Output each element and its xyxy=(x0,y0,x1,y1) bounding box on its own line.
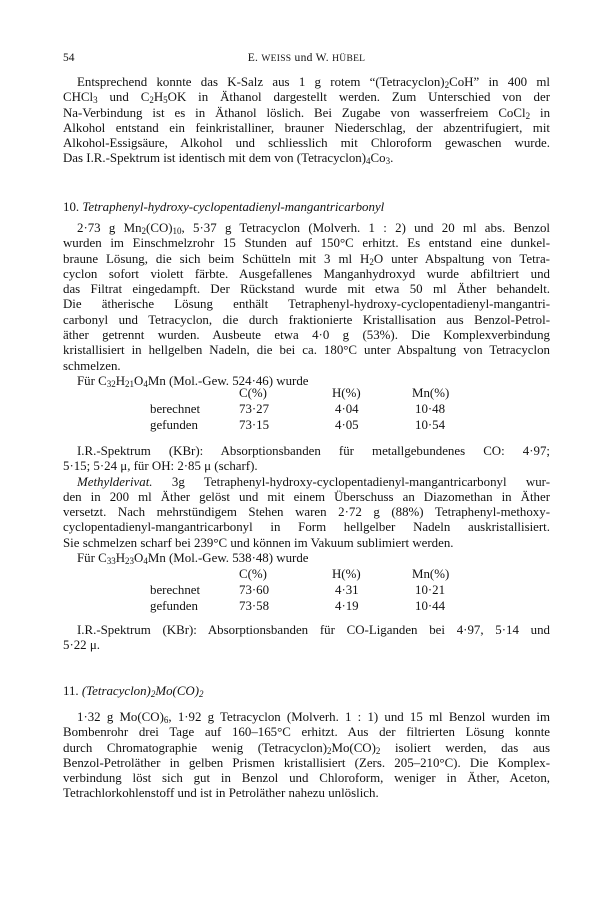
row-label: berechnet xyxy=(150,402,201,416)
row-label: gefunden xyxy=(150,599,198,613)
table-cell: 73·15 xyxy=(239,418,270,432)
page-number: 54 xyxy=(63,52,75,64)
table-cell: 4·19 xyxy=(335,599,359,613)
section-11-body: 1·32 g $Mo(CO)_6$, 1·92 g Tetracyclon (Molverh. 1 : 1) und 15 ml Benzol wurden im Bombenrohr drei Tage auf 160–165°C erhitzt. Aus der filtrierten Lösung konnte durch Chromatographie wenig $(Tetracyclon)_2Mo(CO)_2$ isoliert werden, das aus Benzol-Petroläther in gelben Prismen kristallisiert (Zers. 205–210°C). Die Komplex- verbindung löst sich gut in Benzol und Chloroform, weniger in Äther, Aceton, Tetrachlorkohlenstoff und ist in Petroläther nahezu unlöslich. xyxy=(63,710,551,801)
table-cell: 4·31 xyxy=(335,583,359,597)
table-cell: 10·21 xyxy=(415,583,446,597)
table-cell: 10·44 xyxy=(415,599,446,613)
methyl-derivative-label: Methylderivat. xyxy=(77,474,153,489)
column-header: C(%) xyxy=(239,567,267,581)
column-header: Mn(%) xyxy=(412,567,450,581)
table-cell: 4·04 xyxy=(335,402,359,416)
column-header: Mn(%) xyxy=(412,386,450,400)
table-cell: 73·27 xyxy=(239,402,270,416)
table-cell: 73·60 xyxy=(239,583,270,597)
section-11-heading: 11. $(Tetracyclon)_2Mo(CO)_2$ xyxy=(63,684,204,699)
analysis-table-2 xyxy=(63,567,550,615)
table-cell: 10·54 xyxy=(415,418,446,432)
ir-spectrum-1: I.R.-Spektrum (KBr): Absorptionsbanden für metallgebundenes CO: 4·97; 5·15; 5·24 μ, für OH: 2·85 μ (scharf). Methylderivat. 3g Tetraphenyl-hydroxy-cyclopentadienyl-mangantricarbonyl wur- den in 200 ml Äther gelöst und mit einem Überschuss an Diazomethan in Äther versetzt. Nach mehrstündigem Stehen waren 2·72 g (88%) Tetraphenyl-methoxy- cyclopentadienyl-mangantricarbonyl in Form hellgelber Nadeln auskristallisiert. Sie schmelzen scharf bei 239°C und können im Vakuum sublimiert werden. Für $C_{33}H_{23}O_4Mn$ (Mol.-Gew. 538·48) wurde xyxy=(63,444,550,567)
page-header xyxy=(63,52,550,68)
running-head: E. WEISS und W. HÜBEL xyxy=(247,52,366,64)
column-header: H(%) xyxy=(332,386,361,400)
paragraph-k-salt: Entsprechend konnte das K-Salz aus 1 g rotem “$(Tetracyclon)_2CoH$” in 400 ml CHCl$_3$ und $C_2H_5OK$ in Äthanol dargestellt werden. Zum Unterschied von der Na-Verbindung ist es in Äthanol löslich. Bei Zugabe von wasserfreiem CoCl$_2$ in Alkohol entstand ein feinkristalliner, brauner Niederschlag, der abzentrifugiert, mit Alkohol-Essigsäure, Alkohol und schliesslich mit Chloroform gewaschen wurde. Das I.R.-Spektrum ist identisch mit dem von $(Tetracyclon)_4Co_3$. xyxy=(63,75,551,167)
row-label: gefunden xyxy=(150,418,198,432)
section-10-body: 2·73 g $Mn_2(CO)_{10}$, 5·37 g Tetracyclon (Molverh. 1 : 2) und 20 ml abs. Benzol wurden im Einschmelzrohr 15 Stunden auf 150°C erhitzt. Es entstand eine dunkel- braune Lösung, die sich beim Schütteln mit 3 ml $H_2O$ unter Abspaltung von Tetra- cyclon sofort violett färbte. Ausgefallenes Manganhydroxyd wurde abfiltriert und das Filtrat eingedampft. Der Rückstand wurde mit etwa 50 ml Äther behandelt. Die ätherische Lösung enthält Tetraphenyl-hydroxy-cyclopentadienyl-mangantri- carbonyl und Tetracyclon, die durch fraktionierte Kristallisation aus Benzol-Petrol- äther getrennt wurden. Ausbeute etwa 4·0 g (53%). Die Komplexverbindung kristallisiert in hellgelben Nadeln, die bei ca. 180°C unter Abspaltung von Tetracyclon schmelzen. Für $C_{32}H_{21}O_4Mn$ (Mol.-Gew. 524·46) wurde xyxy=(63,221,550,389)
ir-spectrum-2: I.R.-Spektrum (KBr): Absorptionsbanden für CO-Liganden bei 4·97, 5·14 und 5·22 μ. xyxy=(63,623,550,653)
column-header: C(%) xyxy=(239,386,267,400)
analysis-table-1 xyxy=(63,386,550,434)
row-label: berechnet xyxy=(150,583,201,597)
column-header: H(%) xyxy=(332,567,361,581)
table-cell: 4·05 xyxy=(335,418,359,432)
table-cell: 73·58 xyxy=(239,599,270,613)
table-cell: 10·48 xyxy=(415,402,446,416)
section-10-heading: 10. Tetraphenyl-hydroxy-cyclopentadienyl-mangantricarbonyl xyxy=(63,200,385,214)
